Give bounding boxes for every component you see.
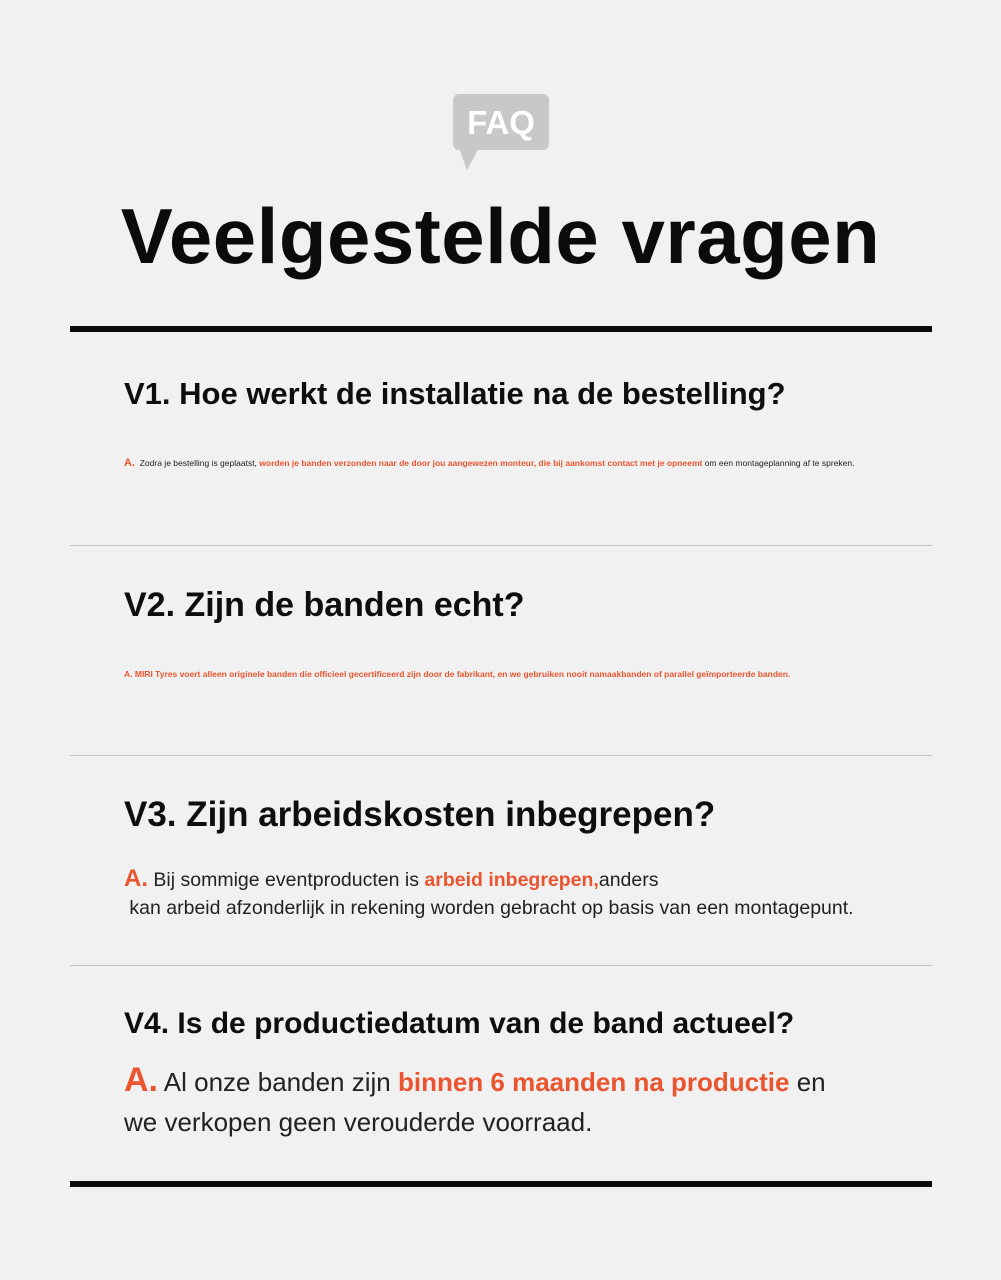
faq-badge-label: FAQ <box>467 104 535 141</box>
answer-text: Bij sommige eventproducten is <box>153 869 419 891</box>
answer-highlight: arbeid inbegrepen, <box>424 869 599 891</box>
answer-text: en <box>796 1067 826 1097</box>
faq-answer-1 <box>124 457 855 469</box>
bottom-divider <box>70 1181 932 1187</box>
faq-question-2: V2. Zijn de banden echt? <box>124 586 525 624</box>
answer-highlight: worden je banden verzonden naar de door jou aangewezen monteur, die bij aankomst contact met je opneemt <box>259 458 703 468</box>
answer-text: anders <box>598 869 659 891</box>
faq-answer-3 <box>124 865 854 922</box>
divider <box>70 965 932 966</box>
top-divider <box>70 326 932 332</box>
answer-text: kan arbeid afzonderlijk in rekening worden gebracht op basis van een montagepunt. <box>129 897 854 919</box>
faq-answer-2: A. MIRI Tyres voert alleen originele banden die officieel gecertificeerd zijn door de fabrikant, en we gebruiken nooit namaakbanden of parallel geïmporteerde banden. <box>124 669 791 679</box>
answer-text: Zodra je bestelling is geplaatst, <box>139 458 257 468</box>
answer-text: Al onze banden zijn <box>163 1067 391 1097</box>
divider <box>70 545 932 546</box>
faq-answer-4 <box>124 1060 826 1142</box>
faq-question-1: V1. Hoe werkt de installatie na de bestelling? <box>124 376 786 411</box>
answer-text: we verkopen geen verouderde voorraad. <box>124 1107 593 1137</box>
faq-question-3: V3. Zijn arbeidskosten inbegrepen? <box>124 795 716 834</box>
faq-speech-bubble-icon <box>453 94 549 172</box>
answer-marker: A. <box>124 1061 158 1099</box>
answer-marker: A. <box>124 865 148 892</box>
faq-question-4: V4. Is de productiedatum van de band actueel? <box>124 1007 795 1040</box>
answer-marker: A. <box>124 457 135 469</box>
divider <box>70 755 932 756</box>
page-title: Veelgestelde vragen <box>120 192 881 280</box>
answer-highlight: binnen 6 maanden na productie <box>397 1067 790 1097</box>
answer-text: om een montageplanning af te spreken. <box>704 458 855 468</box>
